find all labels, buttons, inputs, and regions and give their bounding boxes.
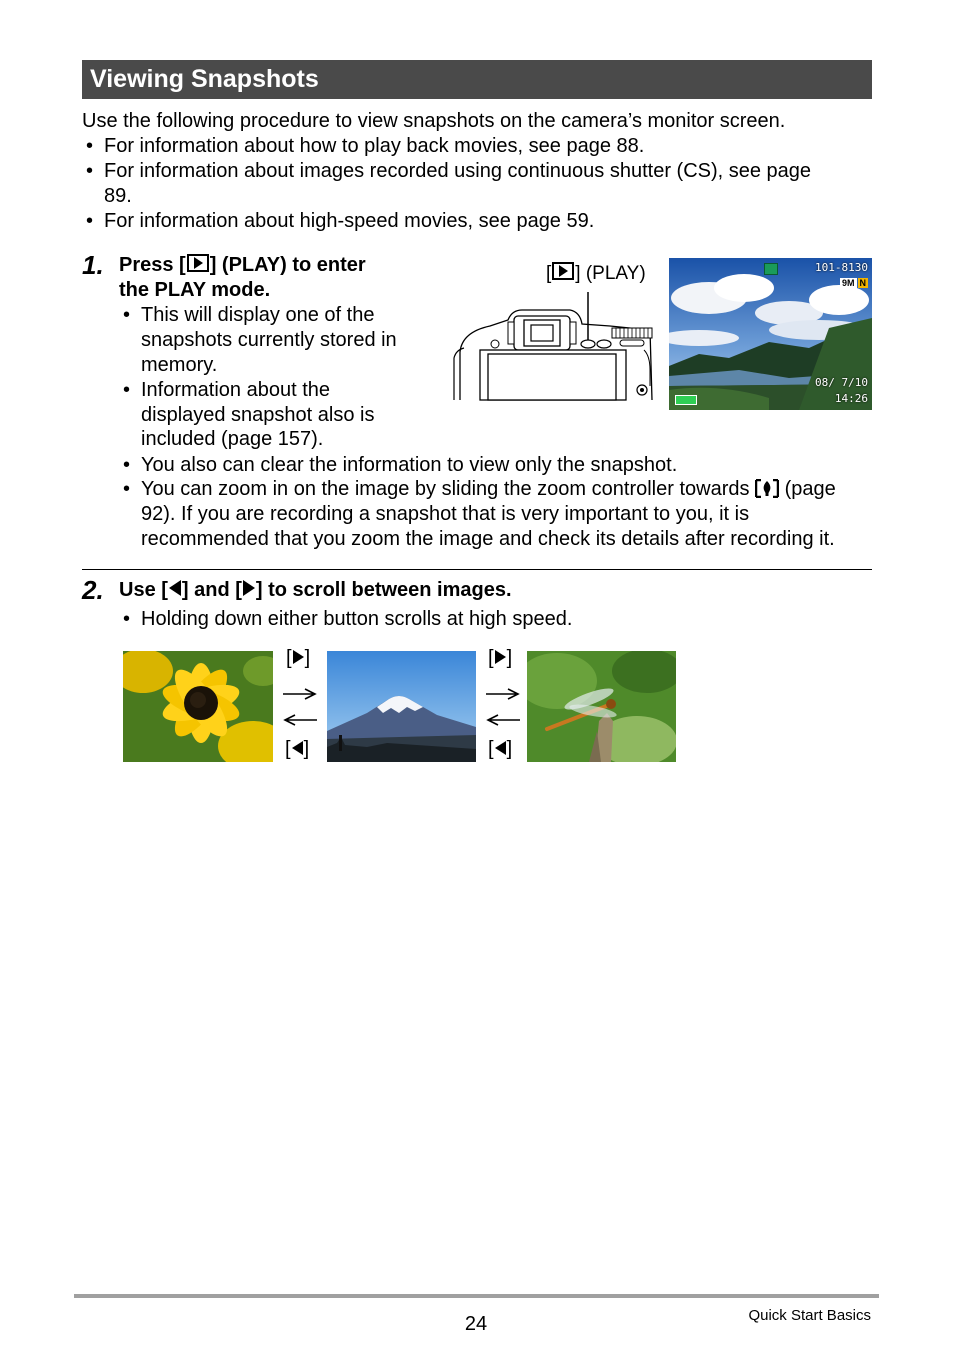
mountain-image [327,651,476,762]
step-1-bullet-2-l3: included (page 157). [141,428,324,450]
step-1-heading: Press [ ] (PLAY) to enter [119,254,366,276]
screen-time: 14:26 [834,392,868,405]
intro-bullet-2-cont: 89. [104,185,132,207]
step-1-bullet-4-l2: 92). If you are recording a snapshot that is very important to you, it is [141,503,750,525]
left-button-icon [169,580,181,596]
intro-bullet-3: • For information about high-speed movies, see page 59. [86,210,595,232]
step-1-bullet-2-l2: displayed snapshot also is [141,404,375,426]
right-triangle-icon [495,650,506,664]
page-number: 24 [464,1313,488,1335]
play-button-label: [ ] (PLAY) [546,263,646,284]
image-size-indicator: 9M [841,278,855,288]
section-title: Viewing Snapshots [82,60,872,99]
right-triangle-icon [293,650,304,664]
step-1-bullet-1-l2: snapshots currently stored in [141,329,397,351]
step-1-bullet-4: • You can zoom in on the image by sliding the zoom controller towards (page [123,478,836,500]
battery-icon [675,395,697,405]
dragonfly-photo [527,651,676,762]
left-arrow-icon [486,714,520,726]
step-2-number: 2. [82,575,104,605]
next-button-label-1: [ ] [286,647,311,669]
step-1-bullet-1-l3: memory. [141,354,218,376]
left-triangle-icon [495,741,506,755]
screen-date: 08/ 7/10 [815,376,868,389]
intro-bullet-2: • For information about images recorded using continuous shutter (CS), see page [86,160,812,182]
step-2-bullet: • Holding down either button scrolls at high speed. [123,608,573,630]
left-arrow-icon [283,714,317,726]
screen-file-number: 101-8130 [815,261,868,274]
left-triangle-icon [292,741,303,755]
step-1-heading-cont: the PLAY mode. [119,279,271,301]
zoom-telephoto-icon [755,479,779,498]
step-1-bullet-1: • This will display one of the [123,304,375,326]
right-arrow-icon [486,688,520,700]
play-icon [552,262,574,280]
footer-section-label: Quick Start Basics [748,1307,871,1324]
right-arrow-icon [283,688,317,700]
right-button-icon [243,580,255,596]
step-2-heading: Use [ ] and [ ] to scroll between images. [119,579,512,601]
step-1-bullet-3: • You also can clear the information to view only the snapshot. [123,454,678,476]
prev-button-label-2: [ ] [488,738,513,760]
intro-bullet-1: • For information about how to play back movies, see page 88. [86,135,645,157]
mountain-photo [327,651,476,762]
camera-back-illustration [450,290,656,402]
intro-text: Use the following procedure to view snapshots on the camera’s monitor screen. [82,110,786,132]
step-1-bullet-4-l3: recommended that you zoom the image and check its details after recording it. [141,528,835,550]
next-button-label-2: [ ] [488,647,513,669]
sunflower-photo [123,651,273,762]
lcd-screen-image [669,258,872,410]
step-1-number: 1. [82,250,104,280]
step-divider [82,569,872,570]
footer-rule [74,1294,879,1298]
dragonfly-image [527,651,676,762]
play-icon [187,254,209,272]
prev-button-label-1: [ ] [285,738,310,760]
image-quality-indicator: N [859,278,866,288]
sunflower-image [123,651,273,762]
play-mode-indicator-icon [764,263,778,275]
step-1-bullet-2: • Information about the [123,379,331,401]
screen-image-settings [840,278,868,288]
